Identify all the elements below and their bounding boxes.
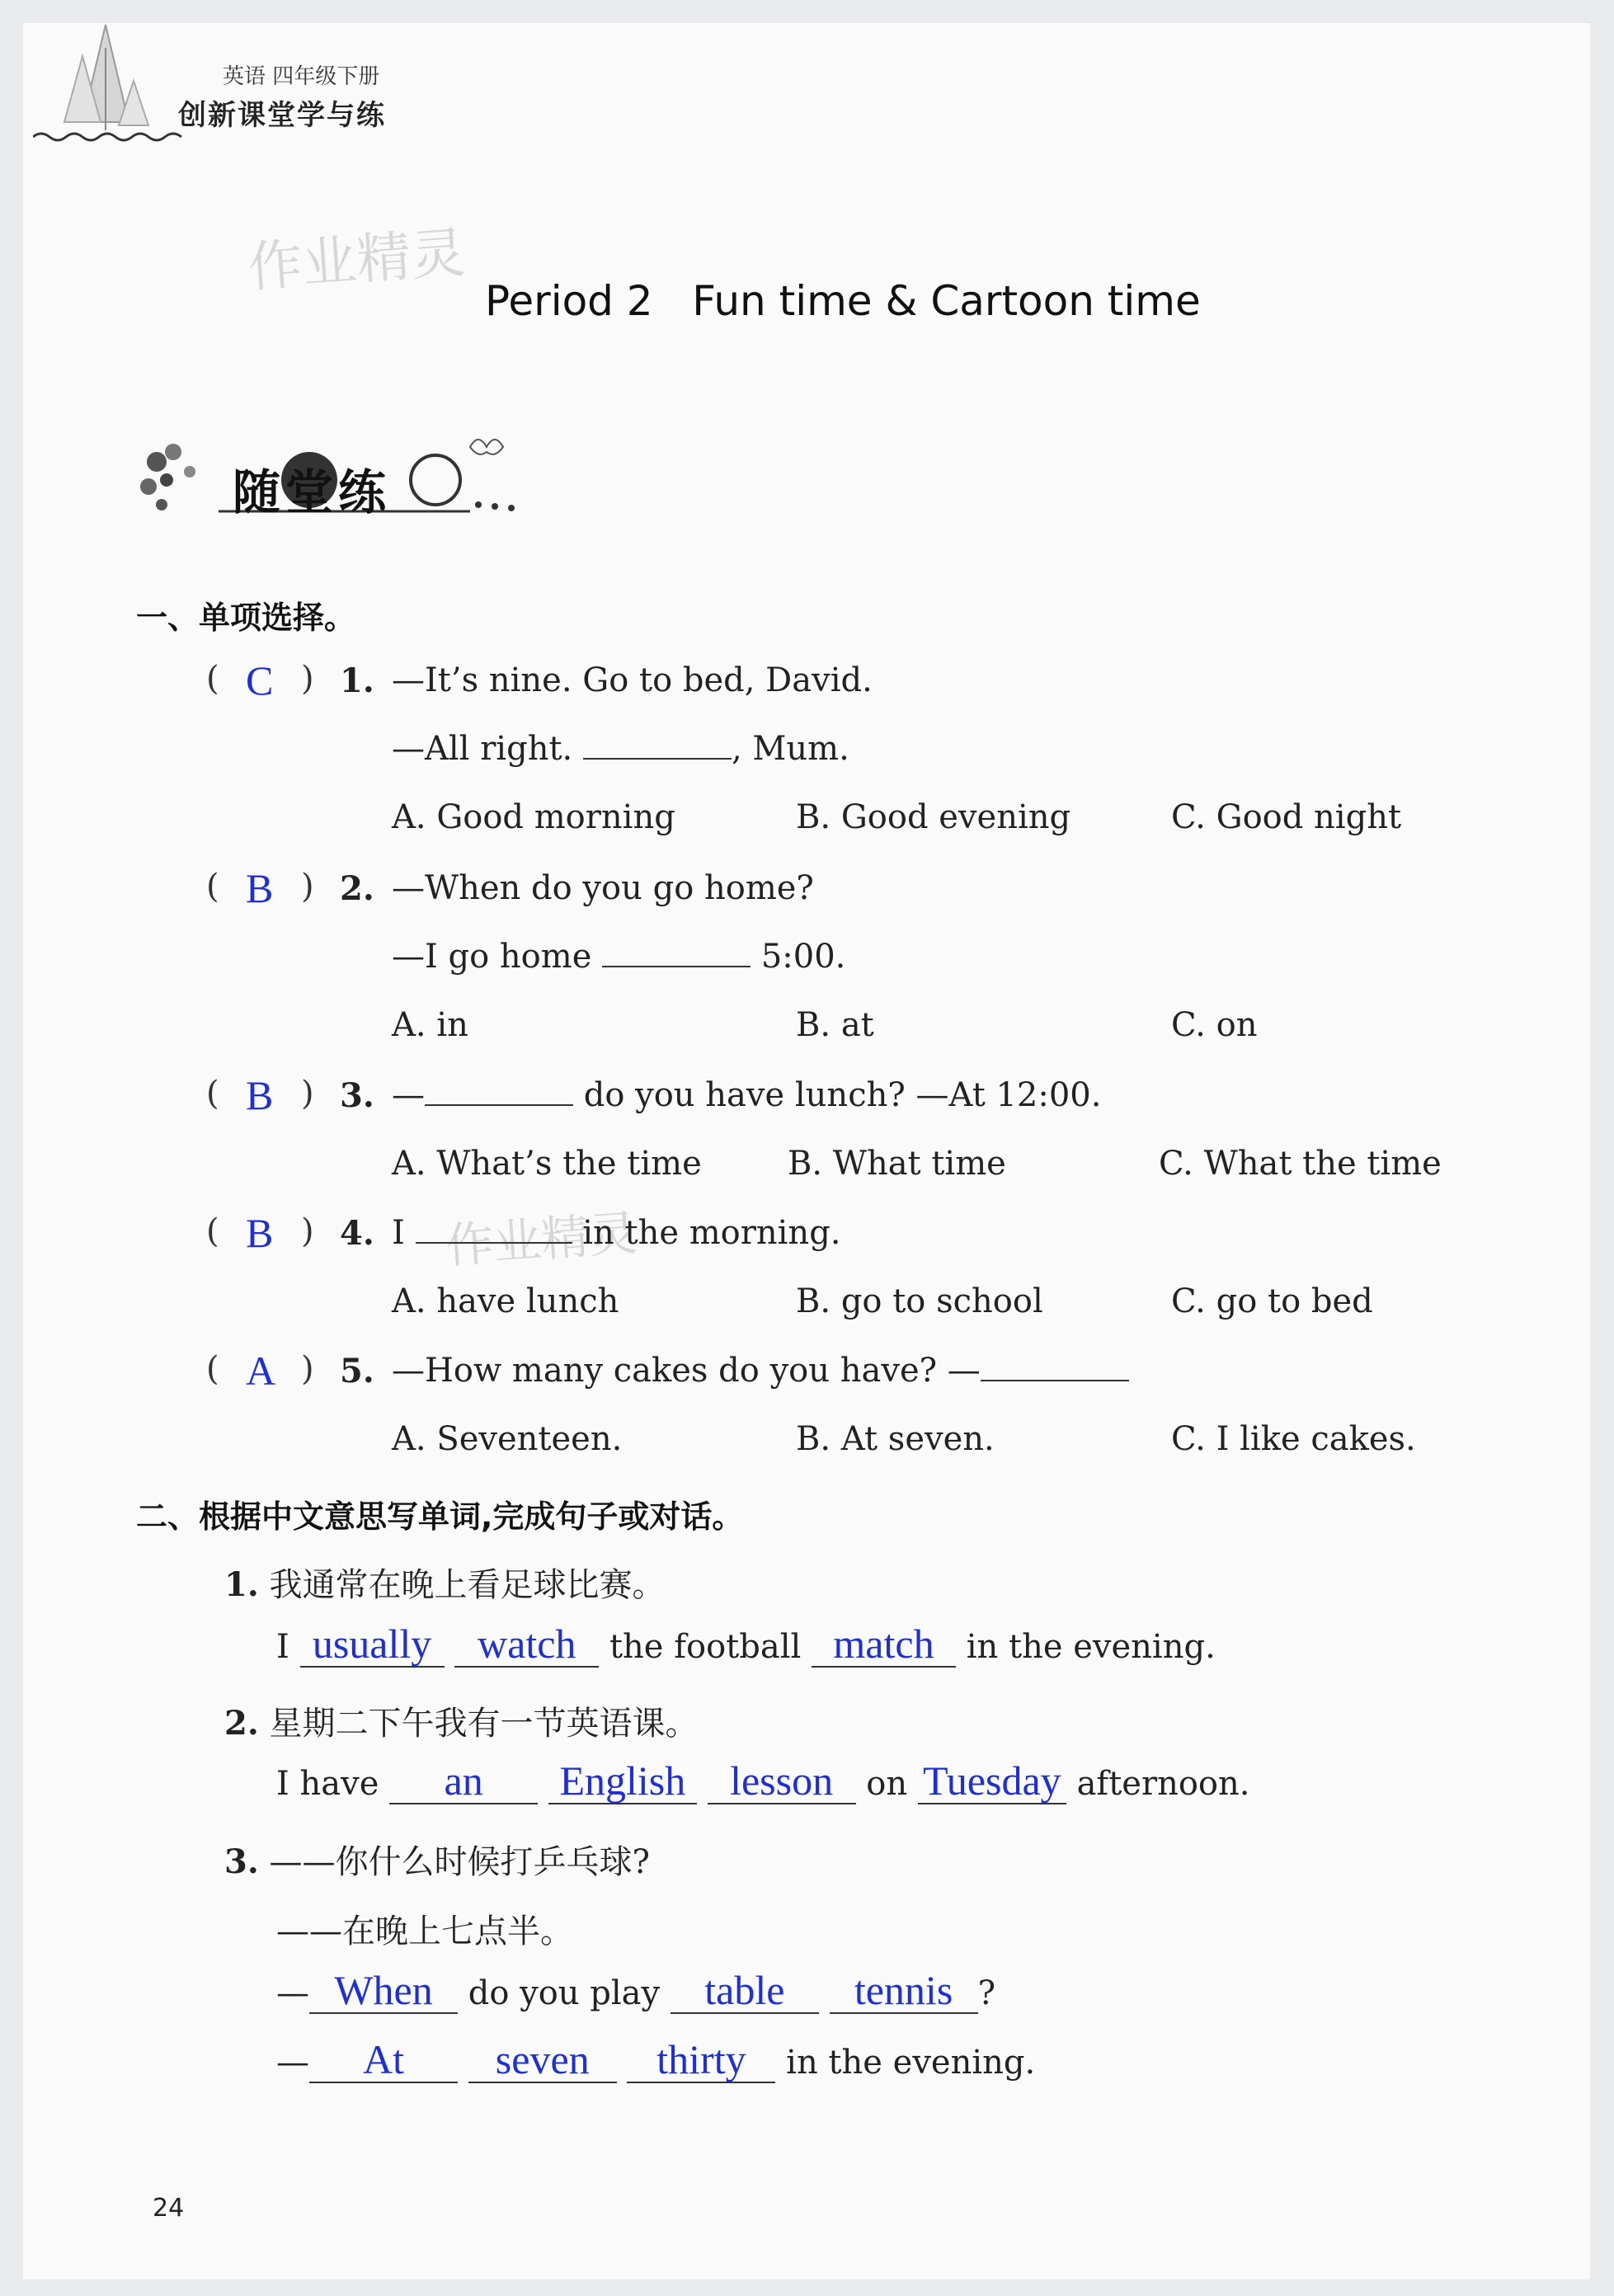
question-text: —How many cakes do you have? — bbox=[392, 1352, 981, 1390]
sentence-text: on bbox=[866, 1765, 908, 1803]
question-text: 5:00. bbox=[760, 938, 846, 976]
answer-paren: ) bbox=[301, 868, 314, 906]
header-book-title: 创新课堂学与练 bbox=[178, 99, 386, 132]
section2-heading: 二、根据中文意思写单词,完成句子或对话。 bbox=[136, 1499, 744, 1535]
answer-paren: ( bbox=[206, 1350, 219, 1388]
chinese-prompt: ——在晚上七点半。 bbox=[276, 1913, 573, 1950]
sentence-text: in the evening. bbox=[966, 1628, 1216, 1666]
section1-heading: 一、单项选择。 bbox=[136, 600, 356, 636]
question-text: , Mum. bbox=[731, 730, 849, 768]
option-c: C. What the time bbox=[1159, 1145, 1442, 1183]
answer-paren: ) bbox=[301, 1350, 314, 1388]
item-number: 1. bbox=[224, 1565, 259, 1604]
fill-answer[interactable]: thirty bbox=[627, 2037, 775, 2083]
page-number: 24 bbox=[153, 2194, 185, 2223]
question-line bbox=[392, 1352, 1129, 1390]
sentence-text: in the evening. bbox=[786, 2044, 1036, 2082]
item-chinese bbox=[224, 1836, 650, 1883]
item-sentence bbox=[276, 1621, 1216, 1668]
answer-letter: B bbox=[246, 865, 274, 911]
item-chinese bbox=[224, 1697, 698, 1744]
fill-answer[interactable]: When bbox=[309, 1968, 458, 2014]
fill-answer[interactable]: English bbox=[548, 1758, 697, 1804]
answer-paren: ) bbox=[301, 1075, 314, 1113]
sentence-text: — bbox=[276, 1974, 309, 2012]
answer-blank[interactable] bbox=[425, 1080, 573, 1106]
question-number: 4. bbox=[340, 1214, 374, 1253]
answer-blank[interactable] bbox=[981, 1355, 1129, 1381]
sentence-text: afternoon. bbox=[1076, 1765, 1250, 1803]
answer-blank[interactable] bbox=[583, 733, 732, 760]
item-chinese bbox=[224, 1559, 665, 1606]
question-text: I bbox=[392, 1214, 405, 1252]
question-text: —I go home bbox=[392, 938, 592, 976]
answer-paren: ) bbox=[301, 660, 314, 698]
answer-paren: ( bbox=[206, 868, 219, 906]
answer-letter: B bbox=[246, 1072, 274, 1118]
watermark: 作业精灵 bbox=[246, 220, 468, 300]
tree-logo-icon bbox=[33, 23, 198, 147]
item-sentence bbox=[276, 1968, 995, 2014]
fill-answer[interactable]: At bbox=[309, 2037, 458, 2083]
answer-paren: ( bbox=[206, 1212, 219, 1250]
option-c: C. Good night bbox=[1171, 798, 1402, 836]
fill-answer[interactable]: seven bbox=[468, 2037, 617, 2083]
fill-answer[interactable]: Tuesday bbox=[918, 1758, 1066, 1804]
answer-letter: C bbox=[246, 657, 274, 703]
answer-blank[interactable] bbox=[416, 1217, 572, 1244]
item-sentence bbox=[276, 1758, 1249, 1804]
option-a: A. What’s the time bbox=[392, 1145, 702, 1183]
sentence-text: ? bbox=[977, 1974, 996, 2012]
question-line bbox=[392, 1214, 841, 1252]
fill-answer[interactable]: watch bbox=[454, 1621, 599, 1668]
option-b: B. go to school bbox=[796, 1282, 1043, 1320]
question-number: 1. bbox=[340, 661, 374, 700]
question-number: 2. bbox=[340, 869, 374, 908]
answer-letter: B bbox=[246, 1210, 274, 1256]
sentence-text: I have bbox=[276, 1765, 379, 1803]
fill-answer[interactable]: match bbox=[812, 1621, 956, 1668]
option-a: A. have lunch bbox=[392, 1282, 619, 1320]
option-a: A. in bbox=[392, 1006, 468, 1044]
item-number: 2. bbox=[224, 1704, 259, 1743]
fill-answer[interactable]: tennis bbox=[830, 1968, 978, 2014]
option-b: B. at bbox=[796, 1006, 874, 1044]
fill-answer[interactable]: usually bbox=[300, 1621, 445, 1668]
question-text: do you have lunch? —At 12:00. bbox=[583, 1076, 1102, 1114]
sentence-text: — bbox=[276, 2044, 309, 2082]
question-line bbox=[392, 1076, 1101, 1114]
watermark: 作业精灵 bbox=[444, 1204, 639, 1274]
question-text: in the morning. bbox=[582, 1214, 841, 1252]
option-b: B. Good evening bbox=[796, 798, 1071, 836]
header-subtitle: 英语 四年级下册 bbox=[223, 64, 380, 89]
fill-answer[interactable]: table bbox=[671, 1968, 819, 2014]
page-title: Period 2 Fun time & Cartoon time bbox=[485, 277, 1201, 325]
sentence-text: the football bbox=[609, 1628, 802, 1666]
chinese-prompt: ——你什么时候打乒乓球? bbox=[269, 1843, 650, 1881]
option-c: C. go to bed bbox=[1171, 1282, 1373, 1320]
sentence-text: do you play bbox=[468, 1974, 661, 2012]
chinese-prompt: 我通常在晚上看足球比赛。 bbox=[269, 1566, 666, 1604]
question-line: —When do you go home? bbox=[392, 869, 814, 907]
fill-answer[interactable]: an bbox=[389, 1758, 538, 1804]
question-text: — bbox=[392, 1076, 425, 1114]
answer-paren: ) bbox=[301, 1212, 314, 1250]
question-number: 3. bbox=[340, 1076, 374, 1115]
option-b: B. At seven. bbox=[796, 1420, 995, 1458]
question-number: 5. bbox=[340, 1352, 374, 1390]
item-sentence bbox=[276, 2037, 1035, 2083]
option-a: A. Good morning bbox=[392, 798, 675, 836]
answer-paren: ( bbox=[206, 1075, 219, 1113]
option-b: B. What time bbox=[788, 1145, 1006, 1183]
question-text: —All right. bbox=[392, 730, 573, 768]
option-c: C. I like cakes. bbox=[1171, 1420, 1416, 1458]
practice-banner: 随堂练 bbox=[233, 464, 392, 520]
item-number: 3. bbox=[224, 1842, 259, 1881]
sentence-text: I bbox=[276, 1628, 289, 1666]
answer-blank[interactable] bbox=[602, 941, 751, 967]
question-line bbox=[392, 730, 849, 768]
answer-paren: ( bbox=[206, 660, 219, 698]
question-line bbox=[392, 938, 845, 976]
option-c: C. on bbox=[1171, 1006, 1258, 1044]
fill-answer[interactable]: lesson bbox=[708, 1758, 856, 1804]
chinese-prompt: 星期二下午我有一节英语课。 bbox=[269, 1705, 699, 1743]
answer-letter: A bbox=[246, 1348, 276, 1394]
question-line: —It’s nine. Go to bed, David. bbox=[392, 661, 873, 699]
option-a: A. Seventeen. bbox=[392, 1420, 623, 1458]
